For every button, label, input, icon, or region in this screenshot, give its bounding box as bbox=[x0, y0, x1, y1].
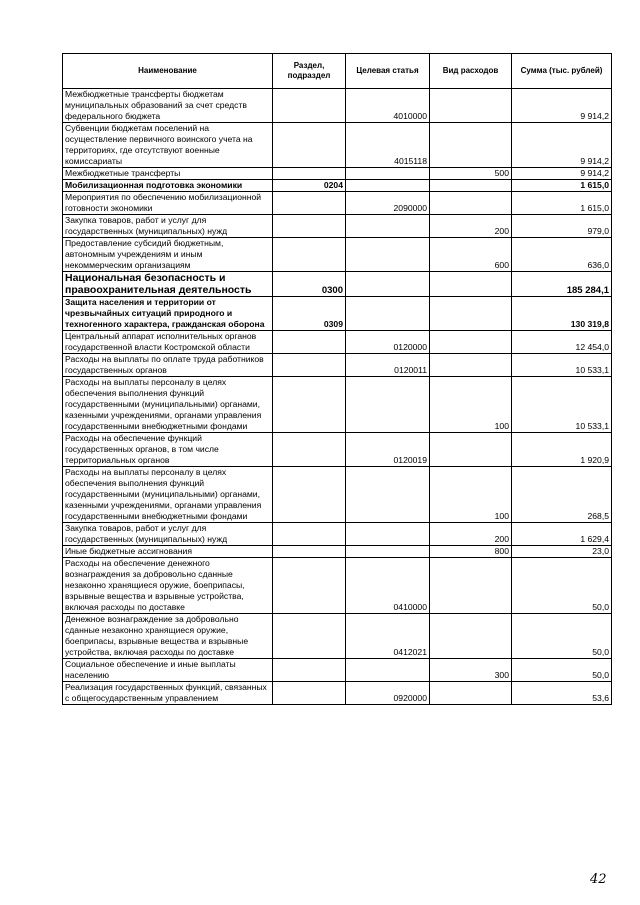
cell-name: Межбюджетные трансферты bbox=[63, 168, 273, 180]
cell-name: Межбюджетные трансферты бюджетам муниципальных образований за счет средств федерального бюджета bbox=[63, 89, 273, 123]
table-row bbox=[63, 433, 612, 467]
cell-sum: 1 920,9 bbox=[512, 433, 612, 467]
cell-target bbox=[346, 238, 430, 272]
cell-target bbox=[346, 297, 430, 331]
cell-target: 2090000 bbox=[346, 192, 430, 215]
cell-target: 0410000 bbox=[346, 558, 430, 614]
cell-target bbox=[346, 467, 430, 523]
cell-type bbox=[430, 331, 512, 354]
table-row bbox=[63, 546, 612, 558]
table-row bbox=[63, 238, 612, 272]
cell-sum: 50,0 bbox=[512, 558, 612, 614]
cell-type bbox=[430, 558, 512, 614]
cell-sum: 12 454,0 bbox=[512, 331, 612, 354]
cell-section bbox=[273, 238, 346, 272]
cell-name: Центральный аппарат исполнительных органов государственной власти Костромской области bbox=[63, 331, 273, 354]
cell-target bbox=[346, 659, 430, 682]
cell-name: Защита населения и территории от чрезвычайных ситуаций природного и техногенного характера, гражданская оборона bbox=[63, 297, 273, 331]
cell-target: 4010000 bbox=[346, 89, 430, 123]
header-target: Целевая статья bbox=[346, 54, 430, 89]
cell-target bbox=[346, 377, 430, 433]
cell-section bbox=[273, 192, 346, 215]
cell-target bbox=[346, 546, 430, 558]
table-row bbox=[63, 558, 612, 614]
cell-type bbox=[430, 682, 512, 705]
table-row bbox=[63, 682, 612, 705]
cell-type bbox=[430, 192, 512, 215]
cell-type bbox=[430, 354, 512, 377]
cell-sum: 130 319,8 bbox=[512, 297, 612, 331]
cell-section: 0204 bbox=[273, 180, 346, 192]
cell-sum: 9 914,2 bbox=[512, 123, 612, 168]
cell-name: Мероприятия по обеспечению мобилизационной готовности экономики bbox=[63, 192, 273, 215]
table-row bbox=[63, 89, 612, 123]
table-row bbox=[63, 523, 612, 546]
cell-sum: 53,6 bbox=[512, 682, 612, 705]
cell-type bbox=[430, 180, 512, 192]
cell-name: Иные бюджетные ассигнования bbox=[63, 546, 273, 558]
cell-name: Расходы на обеспечение функций государственных органов, в том числе территориальных органов bbox=[63, 433, 273, 467]
cell-sum: 9 914,2 bbox=[512, 168, 612, 180]
cell-sum: 268,5 bbox=[512, 467, 612, 523]
cell-name: Расходы на выплаты персоналу в целях обеспечения выполнения функций государственными (муниципальными) органами, казенными учреждениями, органами управления государственными внебюджетными фондами bbox=[63, 377, 273, 433]
cell-name: Расходы на обеспечение денежного вознаграждения за добровольно сданные незаконно хранящиеся оружие, боеприпасы, взрывные вещества и взрывные устройства, включая расходы по доставке bbox=[63, 558, 273, 614]
budget-table bbox=[62, 53, 612, 705]
cell-name: Реализация государственных функций, связанных с общегосударственным управлением bbox=[63, 682, 273, 705]
cell-sum: 979,0 bbox=[512, 215, 612, 238]
table-row bbox=[63, 467, 612, 523]
cell-name: Национальная безопасность и правоохранительная деятельность bbox=[63, 272, 273, 297]
cell-name: Мобилизационная подготовка экономики bbox=[63, 180, 273, 192]
cell-target: 0120019 bbox=[346, 433, 430, 467]
cell-section bbox=[273, 331, 346, 354]
cell-name: Закупка товаров, работ и услуг для государственных (муниципальных) нужд bbox=[63, 523, 273, 546]
cell-name: Субвенции бюджетам поселений на осуществление первичного воинского учета на территориях, где отсутствуют военные комиссариаты bbox=[63, 123, 273, 168]
cell-section bbox=[273, 354, 346, 377]
cell-target: 4015118 bbox=[346, 123, 430, 168]
cell-type bbox=[430, 272, 512, 297]
cell-type bbox=[430, 89, 512, 123]
table-row bbox=[63, 659, 612, 682]
table-body bbox=[63, 89, 612, 705]
cell-section bbox=[273, 215, 346, 238]
cell-name: Закупка товаров, работ и услуг для государственных (муниципальных) нужд bbox=[63, 215, 273, 238]
cell-section bbox=[273, 682, 346, 705]
cell-target bbox=[346, 180, 430, 192]
header-name: Наименование bbox=[63, 54, 273, 89]
cell-section bbox=[273, 433, 346, 467]
cell-sum: 636,0 bbox=[512, 238, 612, 272]
header-section: Раздел, подраздел bbox=[273, 54, 346, 89]
cell-target bbox=[346, 523, 430, 546]
cell-section bbox=[273, 558, 346, 614]
cell-section bbox=[273, 377, 346, 433]
cell-type bbox=[430, 614, 512, 659]
table-header-row bbox=[63, 54, 612, 89]
table-row bbox=[63, 614, 612, 659]
table-row bbox=[63, 168, 612, 180]
table-row bbox=[63, 192, 612, 215]
page-number: 42 bbox=[590, 872, 607, 887]
cell-type: 800 bbox=[430, 546, 512, 558]
table-row bbox=[63, 331, 612, 354]
cell-type: 200 bbox=[430, 215, 512, 238]
cell-sum: 10 533,1 bbox=[512, 354, 612, 377]
cell-name: Социальное обеспечение и иные выплаты населению bbox=[63, 659, 273, 682]
cell-type: 300 bbox=[430, 659, 512, 682]
cell-type: 500 bbox=[430, 168, 512, 180]
header-sum: Сумма (тыс. рублей) bbox=[512, 54, 612, 89]
cell-section bbox=[273, 546, 346, 558]
cell-target bbox=[346, 272, 430, 297]
cell-section bbox=[273, 89, 346, 123]
table-row bbox=[63, 354, 612, 377]
table-row bbox=[63, 180, 612, 192]
cell-section bbox=[273, 659, 346, 682]
cell-sum: 1 629,4 bbox=[512, 523, 612, 546]
cell-sum: 1 615,0 bbox=[512, 192, 612, 215]
cell-sum: 50,0 bbox=[512, 614, 612, 659]
cell-type bbox=[430, 433, 512, 467]
cell-sum: 9 914,2 bbox=[512, 89, 612, 123]
table-row bbox=[63, 123, 612, 168]
table-row bbox=[63, 272, 612, 297]
cell-name: Предоставление субсидий бюджетным, автономным учреждениям и иным некоммерческим организациям bbox=[63, 238, 273, 272]
cell-type: 100 bbox=[430, 377, 512, 433]
cell-sum: 50,0 bbox=[512, 659, 612, 682]
cell-type: 200 bbox=[430, 523, 512, 546]
cell-name: Денежное вознаграждение за добровольно сданные незаконно хранящиеся оружие, боеприпасы, взрывные вещества и взрывные устройства, включая расходы по доставке bbox=[63, 614, 273, 659]
cell-target bbox=[346, 215, 430, 238]
cell-section: 0309 bbox=[273, 297, 346, 331]
cell-section bbox=[273, 168, 346, 180]
cell-target: 0920000 bbox=[346, 682, 430, 705]
cell-type bbox=[430, 297, 512, 331]
cell-type: 600 bbox=[430, 238, 512, 272]
cell-type: 100 bbox=[430, 467, 512, 523]
cell-section bbox=[273, 123, 346, 168]
cell-section bbox=[273, 614, 346, 659]
table-row bbox=[63, 297, 612, 331]
cell-sum: 23,0 bbox=[512, 546, 612, 558]
cell-sum: 10 533,1 bbox=[512, 377, 612, 433]
header-type: Вид расходов bbox=[430, 54, 512, 89]
cell-name: Расходы на выплаты по оплате труда работников государственных органов bbox=[63, 354, 273, 377]
table-row bbox=[63, 377, 612, 433]
cell-sum: 185 284,1 bbox=[512, 272, 612, 297]
cell-section: 0300 bbox=[273, 272, 346, 297]
cell-sum: 1 615,0 bbox=[512, 180, 612, 192]
cell-type bbox=[430, 123, 512, 168]
cell-section bbox=[273, 467, 346, 523]
cell-target bbox=[346, 168, 430, 180]
table-row bbox=[63, 215, 612, 238]
cell-target: 0120011 bbox=[346, 354, 430, 377]
cell-name: Расходы на выплаты персоналу в целях обеспечения выполнения функций государственными (муниципальными) органами, казенными учреждениями, органами управления государственными внебюджетными фондами bbox=[63, 467, 273, 523]
cell-section bbox=[273, 523, 346, 546]
cell-target: 0120000 bbox=[346, 331, 430, 354]
cell-target: 0412021 bbox=[346, 614, 430, 659]
